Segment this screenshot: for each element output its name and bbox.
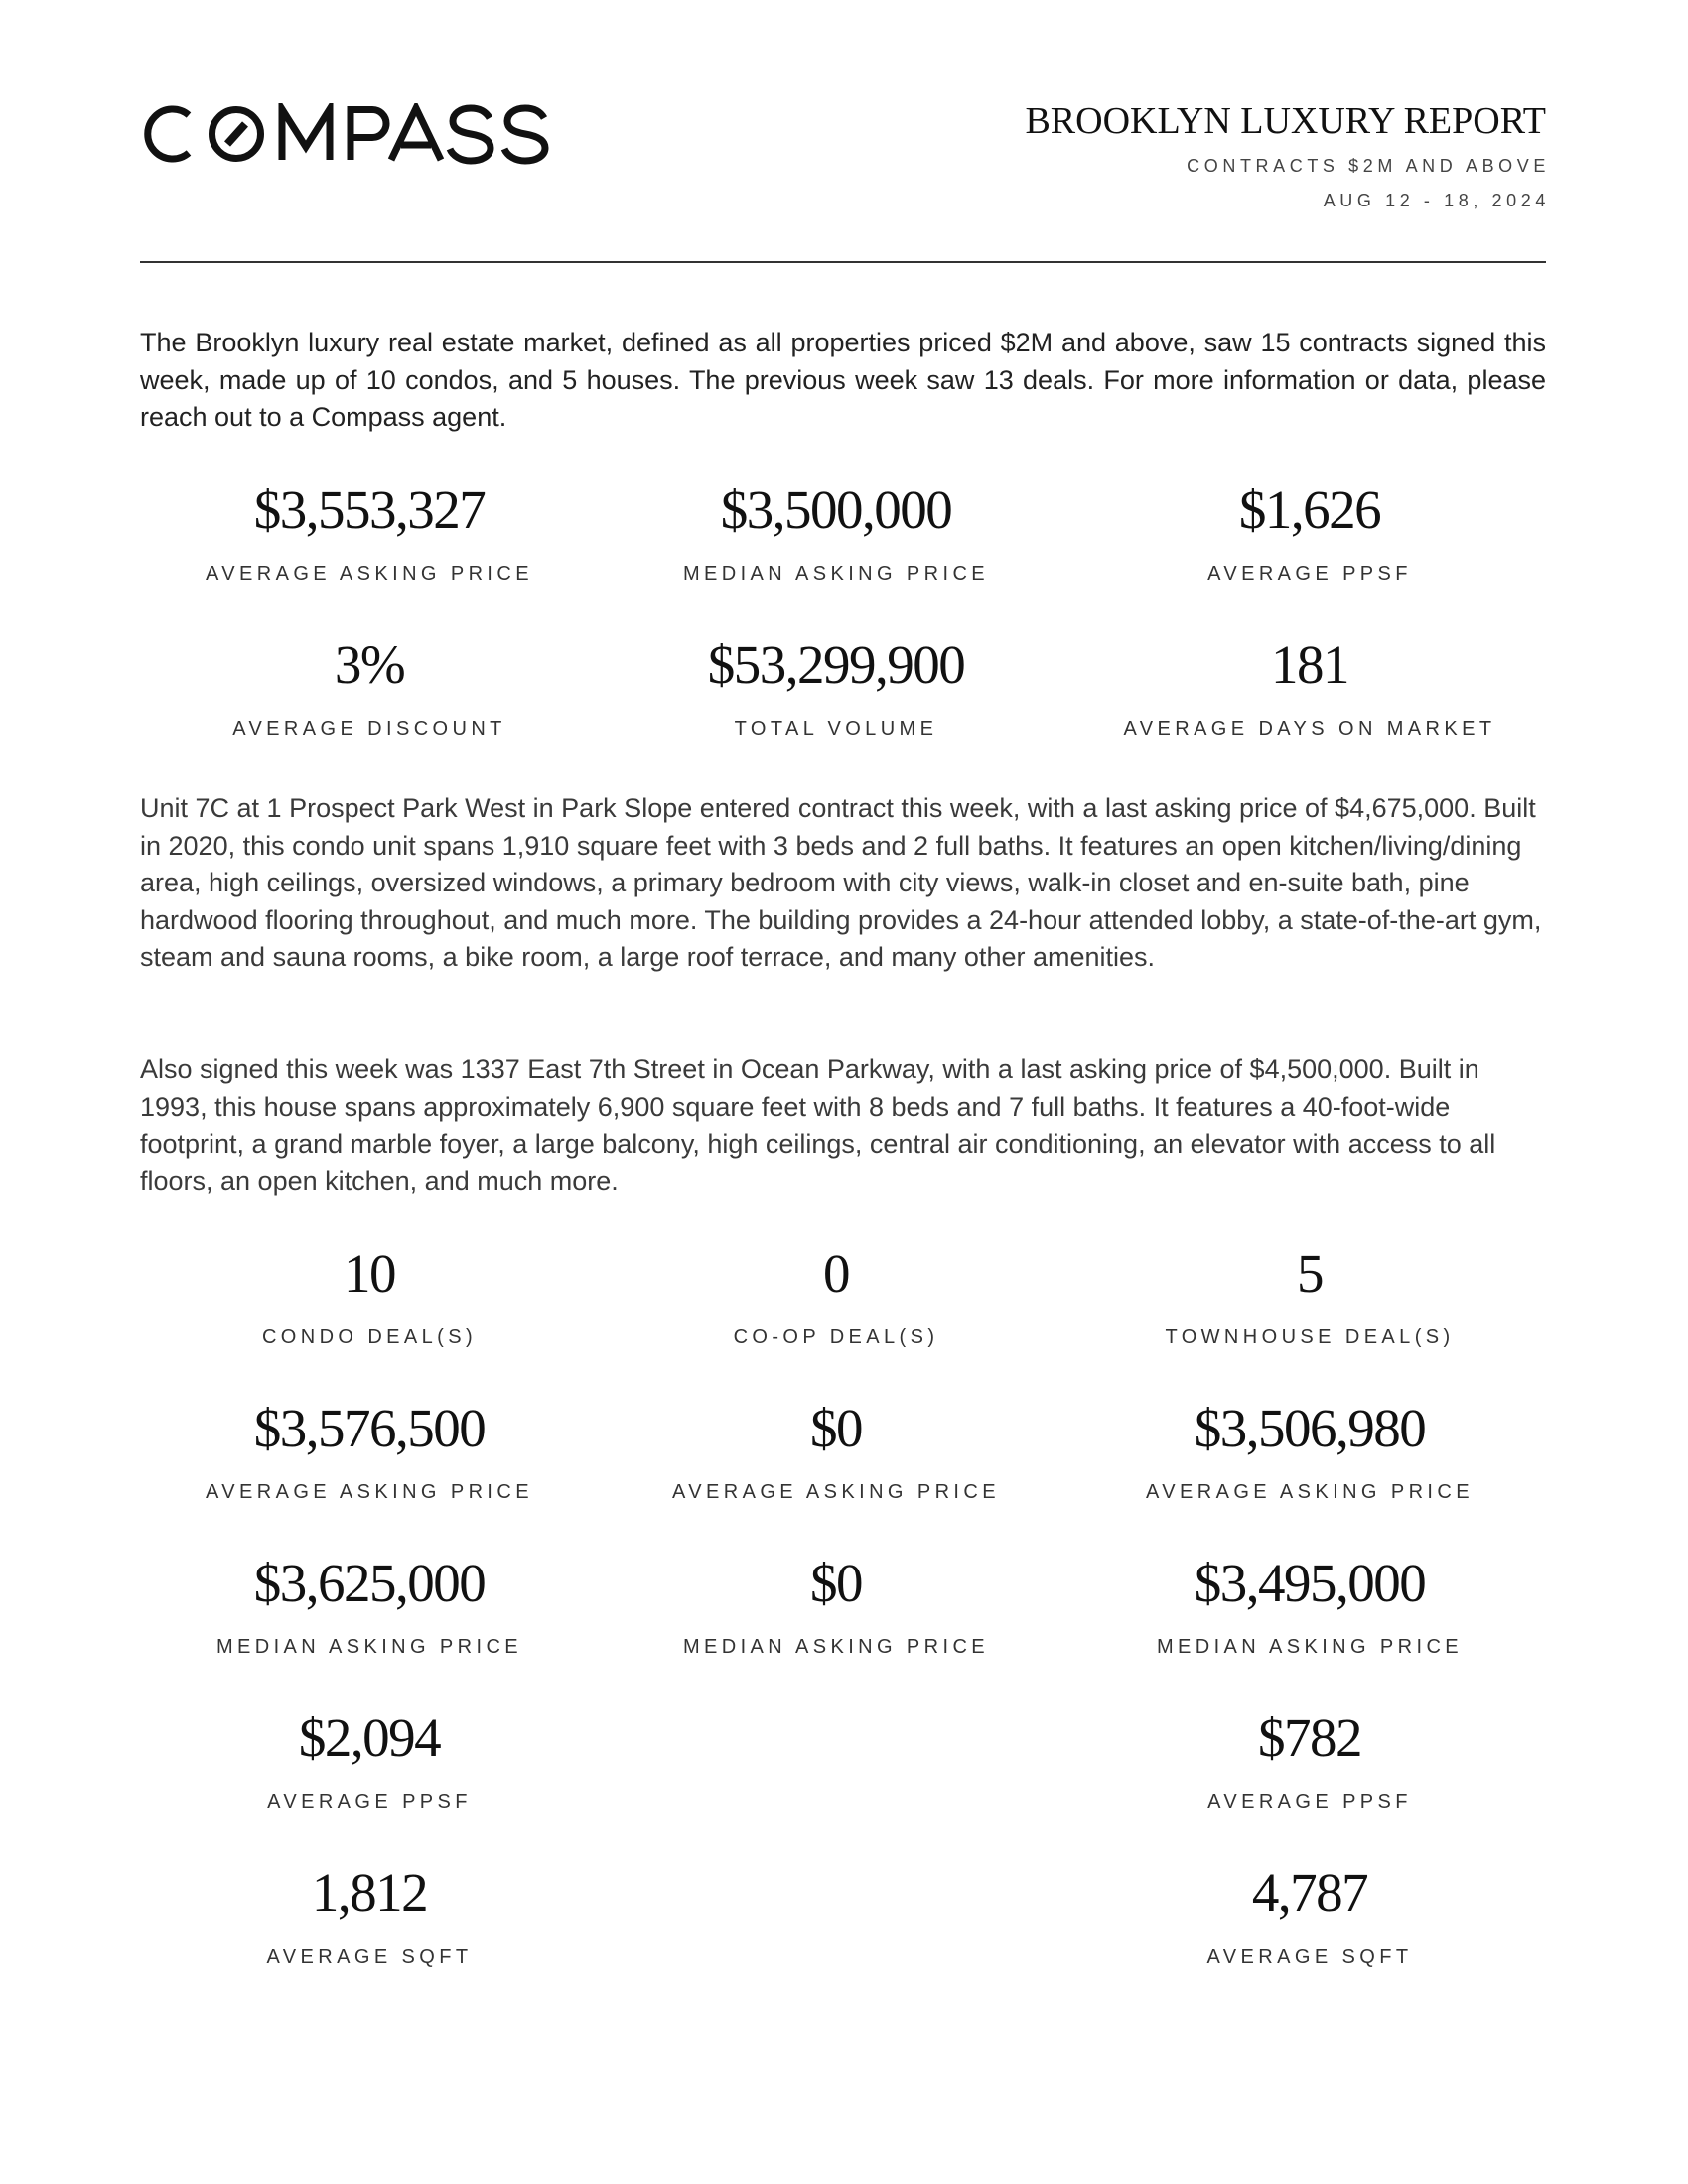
featured-listing-paragraph: Unit 7C at 1 Prospect Park West in Park Slope entered contract this week, with a last asking price of $4,675,000. Built in 2020, this condo unit spans 1,910 square feet with 3 beds and 2 full baths. It features an open kitchen/living/dining area, high ceilings, oversized windows, a primary bedroom with city views, walk-in closet and en-suite bath, pine hardwood flooring throughout, and much more. The building provides a 24-hour attended lobby, a state-of-the-art gym, steam and sauna rooms, a bike room, a large roof terrace, and many other amenities. [140,793,1542,972]
stat-value: 5 [1297,1243,1323,1303]
condo-average-asking-price [140,1399,599,1554]
stat-label: AVERAGE PPSF [267,1791,472,1813]
coop-deals [599,1244,1073,1399]
stat-median-asking-price [599,480,1073,635]
stat-average-days-on-market [1073,635,1546,790]
summary-stats-grid [140,480,1546,790]
report-header [1025,99,1550,211]
stat-value: $0 [810,1553,862,1613]
stat-label: AVERAGE PPSF [1207,563,1412,585]
coop-average-asking-price [599,1399,1073,1554]
townhouse-deals [1073,1244,1546,1399]
stat-label: TOWNHOUSE DEAL(S) [1165,1326,1455,1348]
coop-empty-cell [599,1863,1073,2018]
townhouse-average-sqft [1073,1863,1546,2018]
featured-listing-paragraph: Also signed this week was 1337 East 7th Street in Ocean Parkway, with a last asking price of $4,500,000. Built in 1993, this house spans approximately 6,900 square feet with 8 beds and 7 full baths. It features a 40-foot-wide footprint, a grand marble foyer, a large balcony, high ceilings, central air conditioning, an elevator with access to all floors, an open kitchen, and much more. [140,1054,1496,1196]
coop-median-asking-price [599,1554,1073,1708]
coop-empty-cell [599,1708,1073,1863]
report-title: BROOKLYN LUXURY REPORT [1025,100,1546,142]
stat-value: $3,625,000 [253,1553,486,1613]
townhouse-average-ppsf [1073,1708,1546,1863]
property-type-stats-grid [140,1244,1546,2018]
compass-wordmark-icon [142,103,563,165]
stat-label: AVERAGE ASKING PRICE [206,563,533,585]
report-date-range: AUG 12 - 18, 2024 [1323,191,1550,210]
stat-value: 181 [1271,634,1348,695]
stat-label: AVERAGE PPSF [1207,1791,1412,1813]
stat-value: $3,506,980 [1194,1398,1426,1458]
stat-value: $53,299,900 [707,634,965,695]
stat-value: $0 [810,1398,862,1458]
stat-label: AVERAGE ASKING PRICE [1146,1481,1474,1503]
stat-value: $3,500,000 [720,479,952,540]
stat-label: AVERAGE SQFT [1206,1946,1413,1968]
stat-label: CONDO DEAL(S) [261,1326,478,1348]
stat-label: AVERAGE DISCOUNT [232,718,506,740]
stat-label: CO-OP DEAL(S) [733,1326,939,1348]
stat-value: $2,094 [298,1707,441,1768]
condo-average-sqft [140,1863,599,2018]
stat-value: 4,787 [1251,1862,1368,1923]
condo-deals [140,1244,599,1399]
stat-label: AVERAGE ASKING PRICE [206,1481,533,1503]
stat-label: MEDIAN ASKING PRICE [1156,1636,1464,1658]
stat-value: 1,812 [311,1862,428,1923]
stat-average-asking-price [140,480,599,635]
townhouse-average-asking-price [1073,1399,1546,1554]
report-subtitle: CONTRACTS $2M AND ABOVE [1187,156,1550,176]
stat-label: MEDIAN ASKING PRICE [215,1636,523,1658]
stat-label: AVERAGE DAYS ON MARKET [1123,718,1496,740]
condo-average-ppsf [140,1708,599,1863]
stat-value: 0 [823,1243,849,1303]
stat-label: MEDIAN ASKING PRICE [682,1636,990,1658]
stat-value: $3,553,327 [253,479,486,540]
stat-value: $3,495,000 [1194,1553,1426,1613]
stat-value: 3% [334,634,405,695]
intro-paragraph: The Brooklyn luxury real estate market, defined as all properties priced $2M and above, saw 15 contracts signed this week, made up of 10 condos, and 5 houses. The previous week saw 13 deals. For more information or data, please reach out to a Compass agent. [140,328,1546,432]
stat-label: AVERAGE ASKING PRICE [672,1481,1000,1503]
stat-average-discount [140,635,599,790]
stat-label: TOTAL VOLUME [734,718,938,740]
compass-logo [142,103,563,165]
townhouse-median-asking-price [1073,1554,1546,1708]
stat-label: MEDIAN ASKING PRICE [682,563,990,585]
stat-label: AVERAGE SQFT [266,1946,473,1968]
header-divider [140,261,1546,263]
stat-value: $3,576,500 [253,1398,486,1458]
stat-value: 10 [344,1243,395,1303]
condo-median-asking-price [140,1554,599,1708]
stat-value: $782 [1258,1707,1361,1768]
stat-average-ppsf [1073,480,1546,635]
stat-total-volume [599,635,1073,790]
stat-value: $1,626 [1238,479,1381,540]
